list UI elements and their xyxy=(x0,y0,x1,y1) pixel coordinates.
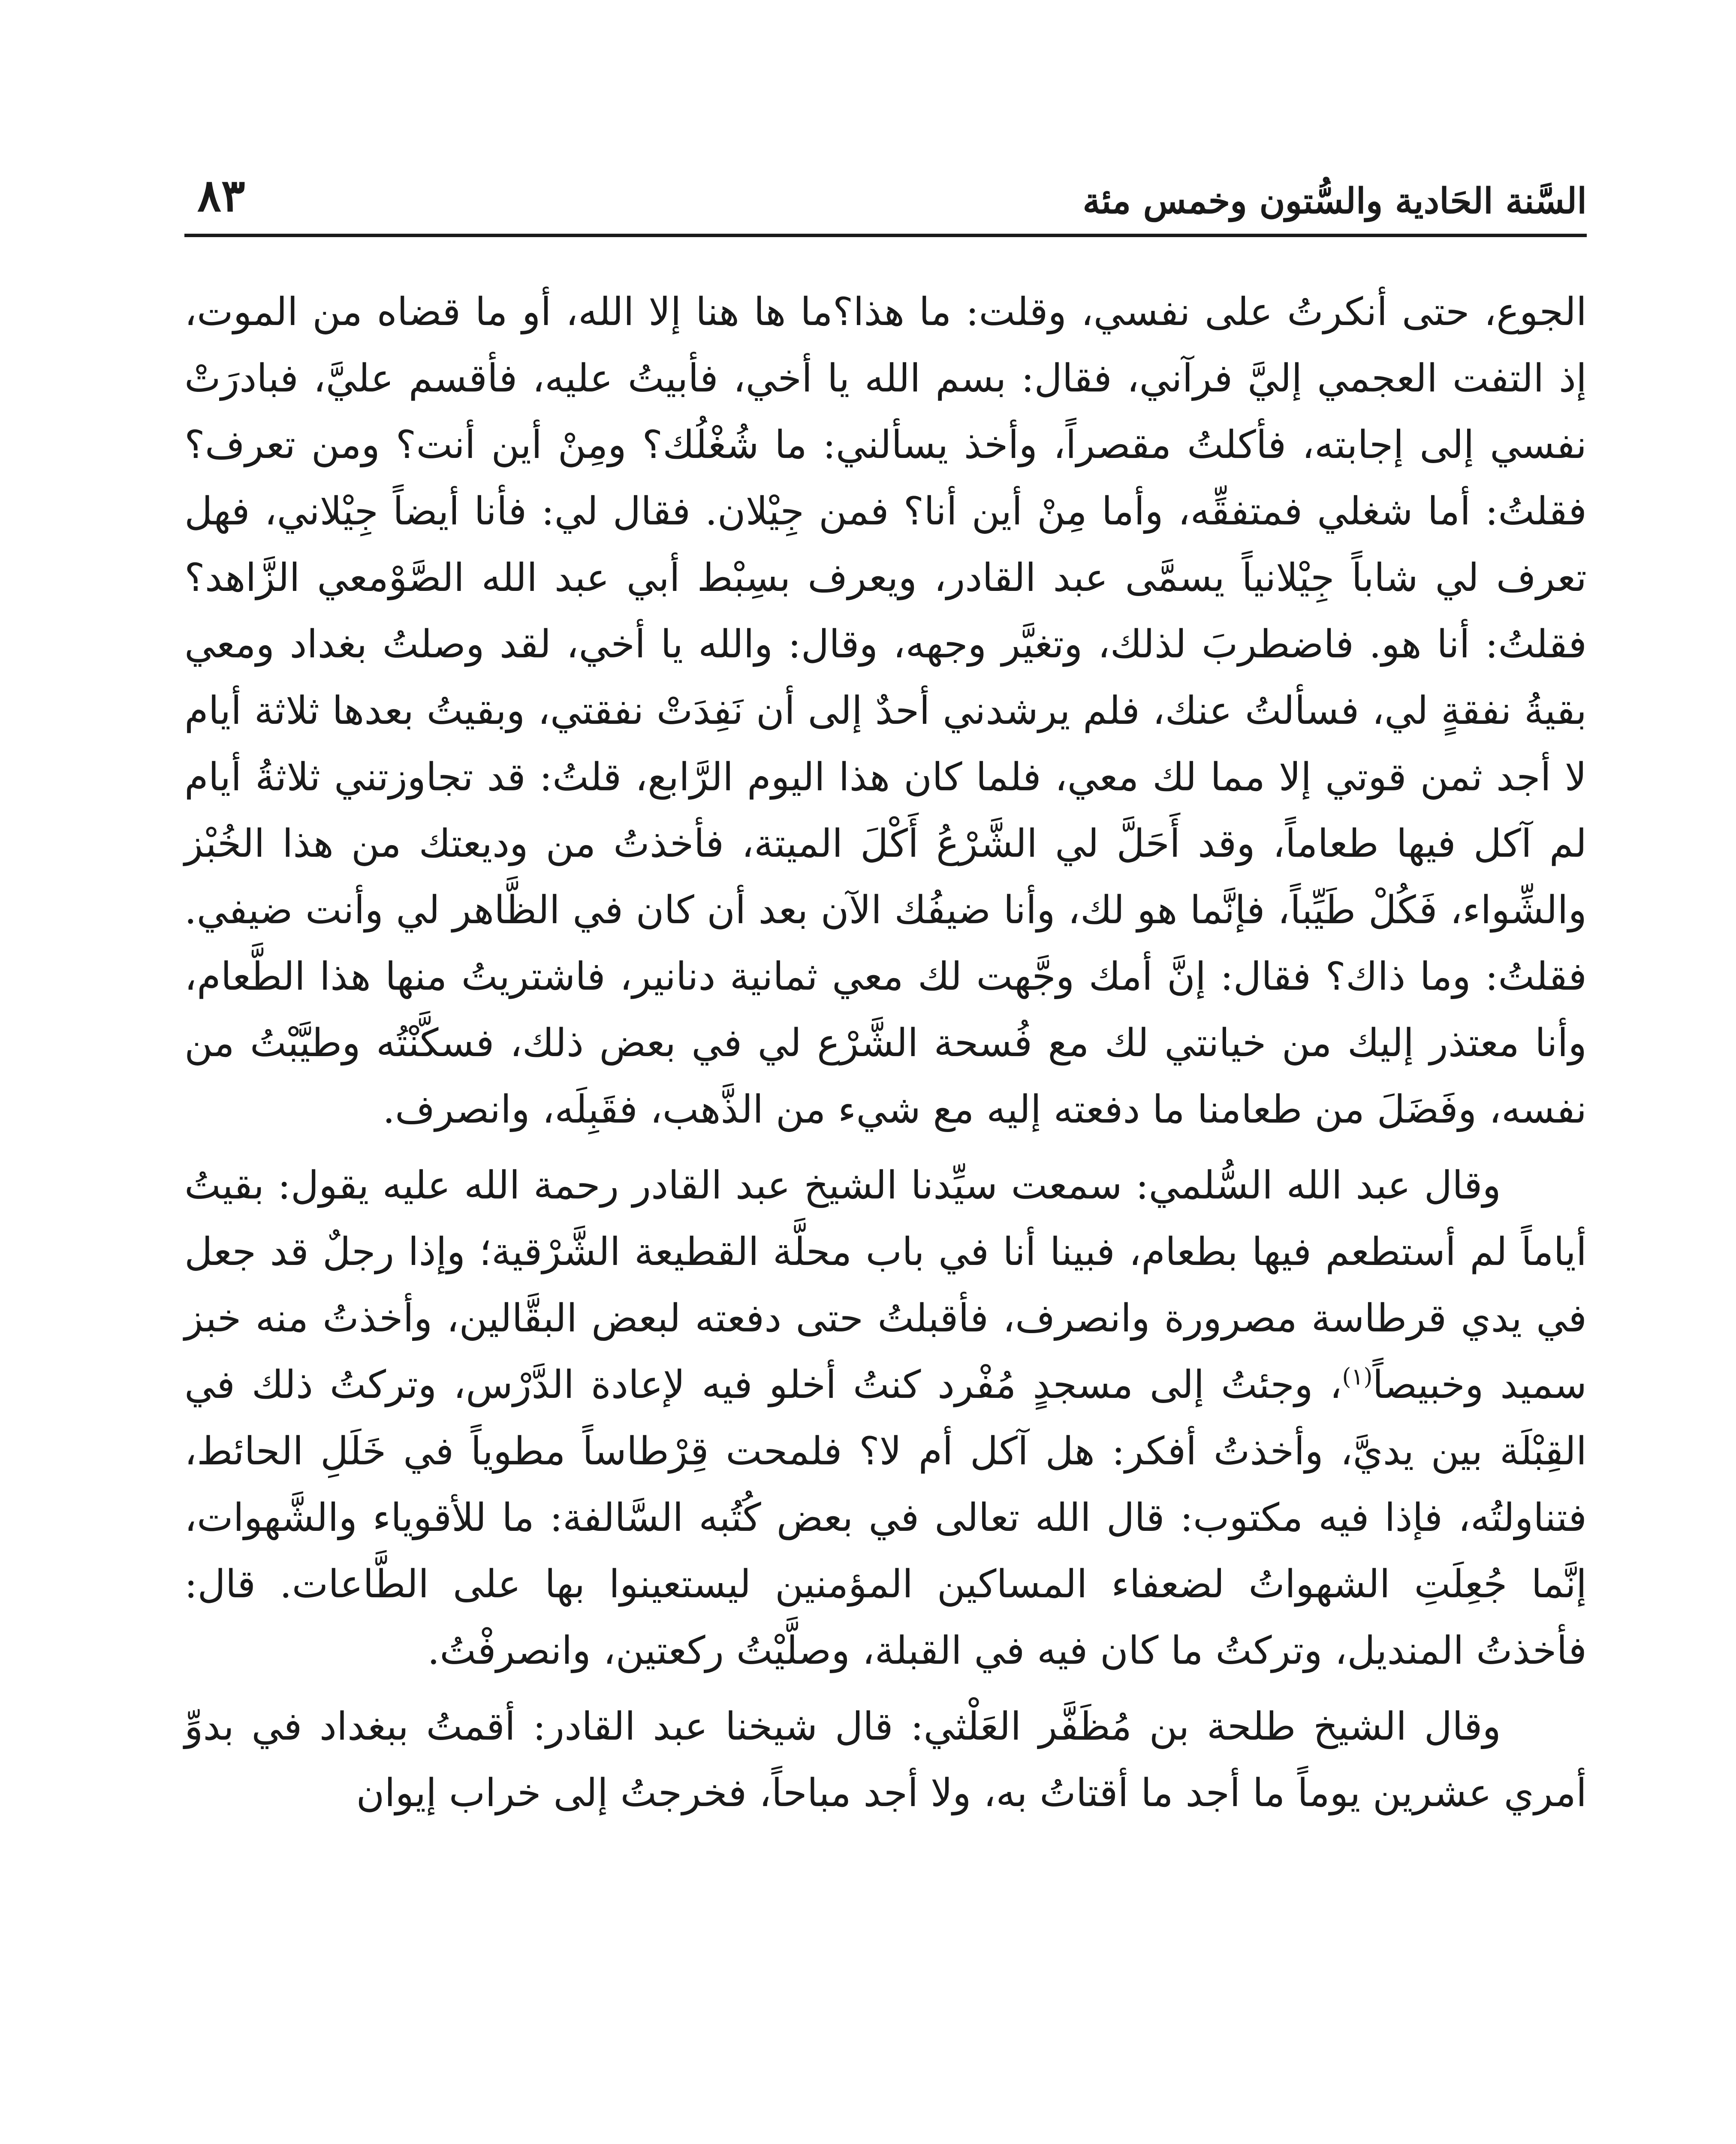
running-title: السَّنة الحَادية والسُّتون وخمس مئة xyxy=(1082,181,1587,222)
paragraph-1: الجوع، حتى أنكرتُ على نفسي، وقلت: ما هذا؟ما ها هنا إلا الله، أو ما قضاه من الموت، إذ التفت العجمي إليَّ فرآني، فقال: بسم الله يا أخي، فأبيتُ عليه، فأقسم عليَّ، فبادرَتْ نفسي إلى إجابته، فأكلتُ مقصراً، وأخذ يسألني: ما شُغْلُك؟ ومِنْ أين أنت؟ ومن تعرف؟ فقلتُ: أما شغلي فمتفقِّه، وأما مِنْ أين أنا؟ فمن جِيْلان. فقال لي: فأنا أيضاً جِيْلاني، فهل تعرف لي شاباً جِيْلانياً يسمَّى عبد القادر، ويعرف بسِبْط أبي عبد الله الصَّوْمعي الزَّاهد؟ فقلتُ: أنا هو. فاضطربَ لذلك، وتغيَّر وجهه، وقال: والله يا أخي، لقد وصلتُ بغداد ومعي بقيةُ نفقةٍ لي، فسألتُ عنك، فلم يرشدني أحدٌ إلى أن نَفِدَتْ نفقتي، وبقيتُ بعدها ثلاثة أيام لا أجد ثمن قوتي إلا مما لك معي، فلما كان هذا اليوم الرَّابع، قلتُ: قد تجاوزتني ثلاثةُ أيام لم آكل فيها طعاماً، وقد أَحَلَّ لي الشَّرْعُ أَكْلَ الميتة، فأخذتُ من وديعتك من هذا الخُبْز والشِّواء، فَكُلْ طَيِّباً، فإنَّما هو لك، وأنا ضيفُك الآن بعد أن كان في الظَّاهر لي وأنت ضيفي. فقلتُ: وما ذاك؟ فقال: إنَّ أمك وجَّهت لك معي ثمانية دنانير، فاشتريتُ منها هذا الطَّعام، وأنا معتذر إليك من خيانتي لك مع فُسحة الشَّرْع لي في بعض ذلك، فسكَّنْتُه وطيَّبْتُ من نفسه، وفَضَلَ من طعامنا ما دفعته إليه مع شيء من الذَّهب، فقَبِلَه، وانصرف. xyxy=(184,289,1587,1132)
paragraph-2 xyxy=(184,1152,1587,1684)
paragraph-2-part-1: وقال عبد الله السُّلمي: سمعت سيِّدنا الشيخ عبد القادر رحمة الله عليه يقول: بقيتُ أياماً لم أستطعم فيها بطعام، فبينا أنا في باب محلَّة القطيعة الشَّرْقية؛ وإذا رجلٌ قد جعل في يدي قرطاسة مصرورة وانصرف، فأقبلتُ حتى دفعته لبعض البقَّالين، وأخذتُ منه خبز سميد وخبيصاً xyxy=(184,1163,1587,1407)
paragraph-2-part-2: ، وجئتُ إلى مسجدٍ مُفْرد كنتُ أخلو فيه لإعادة الدَّرْس، وتركتُ ذلك في القِبْلَة بين يديَّ، وأخذتُ أفكر: هل آكل أم لا؟ فلمحت قِرْطاساً مطوياً في خَلَلِ الحائط، فتناولتُه، فإذا فيه مكتوب: قال الله تعالى في بعض كُتُبه السَّالفة: ما للأقوياء والشَّهوات، إنَّما جُعِلَتِ الشهواتُ لضعفاء المساكين المؤمنين ليستعينوا بها على الطَّاعات. قال: فأخذتُ المنديل، وتركتُ ما كان فيه في القبلة، وصلَّيْتُ ركعتين، وانصرفْتُ. xyxy=(184,1362,1587,1673)
footnote-reference: (١) xyxy=(1342,1363,1373,1390)
main-text xyxy=(184,279,1587,1836)
paragraph-3: وقال الشيخ طلحة بن مُظَفَّر العَلْثي: قال شيخنا عبد القادر: أقمتُ ببغداد في بدوِّ أمري عشرين يوماً ما أجد ما أقتاتُ به، ولا أجد مباحاً، فخرجتُ إلى خراب إيوان xyxy=(184,1704,1587,1816)
page-number: ٨٣ xyxy=(197,169,245,222)
page-header xyxy=(184,159,1587,237)
